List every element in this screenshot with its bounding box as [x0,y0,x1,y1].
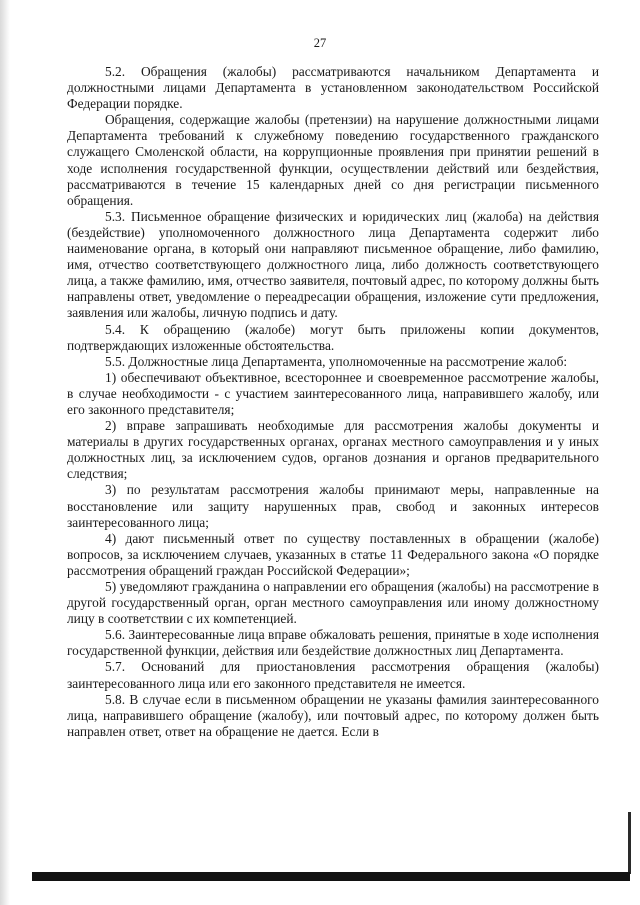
scan-edge-shadow [0,0,10,905]
list-item-2: 2) вправе запрашивать необходимые для рассмотрения жалобы документы и материалы в других государственных органах, органах местного самоуправления и у иных должностных лиц, за исключением судов, органов дознания и органов предварительного следствия; [67,418,599,482]
scan-edge-mark [628,812,631,874]
list-item-5: 5) уведомляют гражданина о направлении его обращения (жалобы) на рассмотрение в другой государственный орган, орган местного самоуправления или иному должностному лицу в соответствии с их компетенцией. [67,579,599,627]
paragraph-5-7: 5.7. Оснований для приостановления рассмотрения обращения (жалобы) заинтересованного лица или его законного представителя не имеется. [67,659,599,691]
list-item-1: 1) обеспечивают объективное, всестороннее и своевременное рассмотрение жалобы, в случае необходимости - с участием заинтересованного лица, направившего жалобу, или его законного представителя; [67,369,599,417]
paragraph-5-4: 5.4. К обращению (жалобе) могут быть приложены копии документов, подтверждающих изложенные обстоятельства. [67,321,599,353]
scan-bottom-bar [32,872,630,881]
page-number: 27 [313,36,327,50]
paragraph-5-2: 5.2. Обращения (жалобы) рассматриваются начальником Департамента и должностными лицами Департамента в установленном законодательством Российской Федерации порядке. [67,64,599,112]
document-body [67,64,599,740]
list-item-4: 4) дают письменный ответ по существу поставленных в обращении (жалобе) вопросов, за исключением случаев, указанных в статье 11 Федерального закона «О порядке рассмотрения обращений граждан Российской Федерации»; [67,530,599,578]
paragraph-5-3: 5.3. Письменное обращение физических и юридических лиц (жалоба) на действия (бездействие) уполномоченного должностного лица Департамента содержит либо наименование органа, в который они направляют письменное обращение, либо фамилию, имя, отчество соответствующего должностного лица, либо должность соответствующего лица, а также фамилию, имя, отчество заявителя, почтовый адрес, по которому должны быть направлены ответ, уведомление о переадресации обращения, изложение сути предложения, заявления или жалобы, личную подпись и дату. [67,208,599,321]
list-item-3: 3) по результатам рассмотрения жалобы принимают меры, направленные на восстановление или защиту нарушенных прав, свобод и законных интересов заинтересованного лица; [67,482,599,530]
paragraph-5-8: 5.8. В случае если в письменном обращении не указаны фамилия заинтересованного лица, направившего обращение (жалобу), или почтовый адрес, по которому должен быть направлен ответ, ответ на обращение не дается. Если в [67,691,599,739]
paragraph-5-2-complaints: Обращения, содержащие жалобы (претензии) на нарушение должностными лицами Департамента требований к служебному поведению государственного гражданского служащего Смоленской области, на коррупционные проявления при принятии решений в ходе исполнения государственной функции, осуществлении действий или бездействия, рассматриваются в течение 15 календарных дней со дня регистрации письменного обращения. [67,112,599,208]
paragraph-5-5: 5.5. Должностные лица Департамента, уполномоченные на рассмотрение жалоб: [105,353,568,369]
paragraph-5-6: 5.6. Заинтересованные лица вправе обжаловать решения, принятые в ходе исполнения государственной функции, действия или бездействие должностных лиц Департамента. [67,627,599,659]
